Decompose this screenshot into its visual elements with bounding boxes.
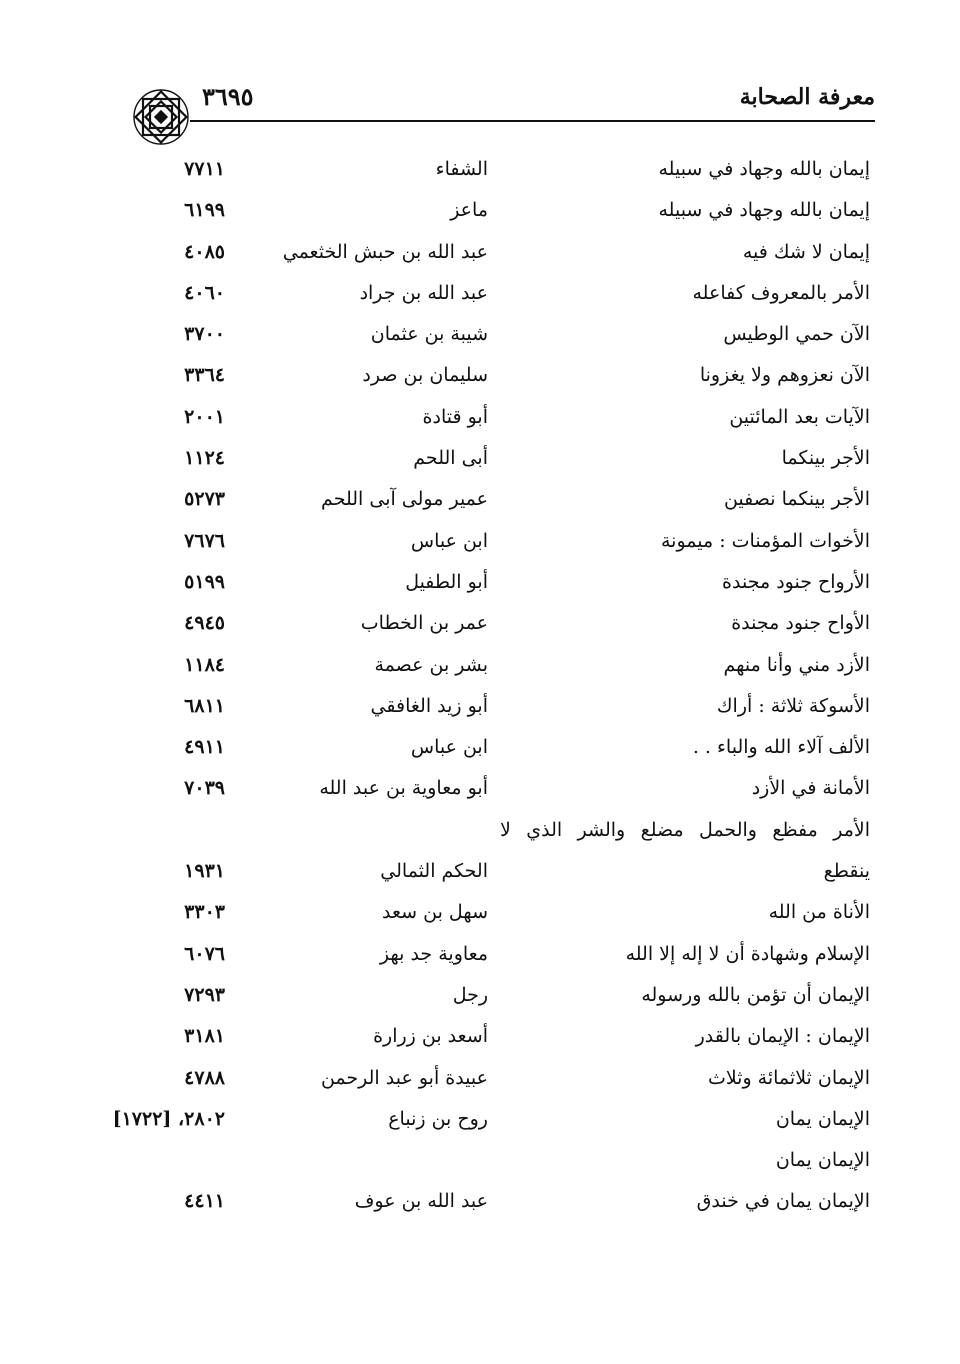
index-row [0, 1102, 960, 1143]
hadith-number: ٣٣٦٤ [184, 364, 225, 387]
narrator: سليمان بن صرد [362, 364, 488, 387]
hadith-number: ٢٠٠١ [184, 405, 225, 428]
hadith-number: ٣٧٠٠ [184, 323, 225, 346]
hadith-text: الأجر بينكما نصفين [723, 488, 870, 511]
narrator: أبو معاوية بن عبد الله [319, 777, 488, 800]
hadith-text: الإيمان ثلاثمائة وثلاث [707, 1066, 870, 1089]
narrator: عبد الله بن عوف [354, 1190, 488, 1213]
hadith-number: ٧٧١١ [184, 158, 225, 180]
index-row [0, 1061, 960, 1102]
hadith-number: ٤٩٤٥ [184, 612, 225, 635]
hadith-number: ٤٤١١ [184, 1190, 225, 1213]
hadith-text: الأسوكة ثلاثة : أراك [716, 694, 870, 717]
eight-point-star-ornament-icon [130, 86, 192, 148]
hadith-text: الآن حمي الوطيس [723, 323, 870, 346]
index-row [0, 978, 960, 1019]
hadith-text: الإيمان أن تؤمن بالله ورسوله [641, 983, 870, 1006]
index-row [0, 565, 960, 606]
hadith-text: الأرواح جنود مجندة [722, 570, 870, 593]
index-row [0, 648, 960, 689]
hadith-text: الأمر مفظع والحمل مضلع والشر الذي لا [500, 818, 870, 841]
book-title: معرفة الصحابة [739, 84, 875, 110]
hadith-number: ٤٠٨٥ [184, 240, 225, 263]
hadith-number: ٢٨٠٢، [١٧٢٢] [112, 1107, 225, 1130]
narrator: أبو الطفيل [405, 570, 488, 593]
narrator: أبو زيد الغافقي [370, 694, 488, 717]
hadith-text: الآيات بعد المائتين [729, 405, 870, 428]
hadith-number: ٦٨١١ [184, 694, 225, 717]
header-rule [190, 120, 875, 122]
hadith-text: الأخوات المؤمنات : ميمونة [661, 529, 870, 552]
hadith-number: ٤٠٦٠ [184, 281, 225, 304]
narrator: ابن عباس [410, 529, 488, 552]
hadith-number: ٣١٨١ [184, 1025, 225, 1048]
hadith-text: ينقطع [823, 860, 870, 883]
hadith-number: ١١٨٤ [184, 653, 225, 676]
index-row [0, 276, 960, 317]
hadith-text: الإيمان يمان في خندق [696, 1190, 870, 1213]
narrator: ابن عباس [410, 736, 488, 759]
narrator: عمر بن الخطاب [360, 612, 488, 635]
hadith-text: الإسلام وشهادة أن لا إله إلا الله [625, 942, 870, 965]
hadith-text: الأناة من الله [768, 901, 870, 924]
index-row [0, 854, 960, 895]
index-row [0, 317, 960, 358]
hadith-number: ٦٠٧٦ [184, 942, 225, 965]
narrator: عبد الله بن جراد [359, 281, 488, 304]
index-row [0, 895, 960, 936]
hadith-number: ٧٢٩٣ [184, 983, 225, 1006]
index-row [0, 152, 960, 193]
page-header [130, 78, 875, 128]
hadith-number: ٥١٩٩ [184, 570, 225, 593]
index-row [0, 813, 960, 854]
index-row [0, 1143, 960, 1184]
hadith-number: ٥٢٧٣ [184, 488, 225, 511]
narrator: أبو قتادة [422, 405, 488, 428]
index-row [0, 193, 960, 234]
hadith-number: ٦١٩٩ [184, 199, 225, 222]
index-row [0, 937, 960, 978]
hadith-text: الأمانة في الأزد [751, 777, 870, 800]
hadith-text: الأزد مني وأنا منهم [723, 653, 870, 676]
narrator: أسعد بن زرارة [373, 1025, 488, 1048]
hadith-number: ٤٧٨٨ [184, 1066, 225, 1089]
narrator: الحكم الثمالي [380, 860, 488, 883]
index-row [0, 400, 960, 441]
hadith-number: ٣٣٠٣ [184, 901, 225, 924]
hadith-text: الألف آلاء الله والباء . . [692, 736, 870, 759]
index-row [0, 771, 960, 812]
narrator: عبيدة أبو عبد الرحمن [320, 1066, 488, 1089]
narrator: روح بن زنباع [388, 1107, 488, 1130]
narrator: شيبة بن عثمان [370, 323, 488, 346]
hadith-number: ٧٠٣٩ [184, 777, 225, 800]
hadith-text: إيمان بالله وجهاد في سبيله [658, 158, 870, 180]
hadith-text: الإيمان : الإيمان بالقدر [695, 1025, 870, 1048]
index-row [0, 689, 960, 730]
narrator: عبد الله بن حبش الخثعمي [282, 240, 488, 263]
narrator: بشر بن عصمة [374, 653, 488, 676]
hadith-number: ٤٩١١ [184, 736, 225, 759]
narrator: أبى اللحم [413, 447, 488, 470]
index-row [0, 1184, 960, 1225]
hadith-text: إيمان لا شك فيه [742, 240, 870, 263]
hadith-text: الإيمان يمان [775, 1149, 870, 1172]
hadith-number: ١١٢٤ [184, 447, 225, 470]
index-row [0, 524, 960, 565]
narrator: رجل [452, 983, 488, 1006]
index-row [0, 730, 960, 771]
narrator: الشفاء [435, 158, 488, 180]
hadith-number: ٧٦٧٦ [184, 529, 225, 552]
index-row [0, 358, 960, 399]
hadith-text: الإيمان يمان [775, 1107, 870, 1130]
narrator: سهل بن سعد [382, 901, 488, 924]
hadith-text: الأواح جنود مجندة [731, 612, 870, 635]
narrator: ماعز [450, 199, 488, 222]
narrator: عمير مولى آبى اللحم [321, 488, 488, 511]
hadith-text: الأجر بينكما [781, 447, 870, 470]
index-row [0, 482, 960, 523]
hadith-number: ١٩٣١ [184, 860, 225, 883]
index-row [0, 441, 960, 482]
page-number: ٣٦٩٥ [202, 82, 254, 111]
index-row [0, 606, 960, 647]
index-row [0, 235, 960, 276]
hadith-text: الآن نعزوهم ولا يغزونا [699, 364, 870, 387]
narrator: معاوية جد بهز [379, 942, 488, 965]
index-table [0, 152, 960, 1226]
hadith-text: الأمر بالمعروف كفاعله [692, 281, 870, 304]
hadith-text: إيمان بالله وجهاد في سبيله [658, 199, 870, 222]
index-row [0, 1019, 960, 1060]
